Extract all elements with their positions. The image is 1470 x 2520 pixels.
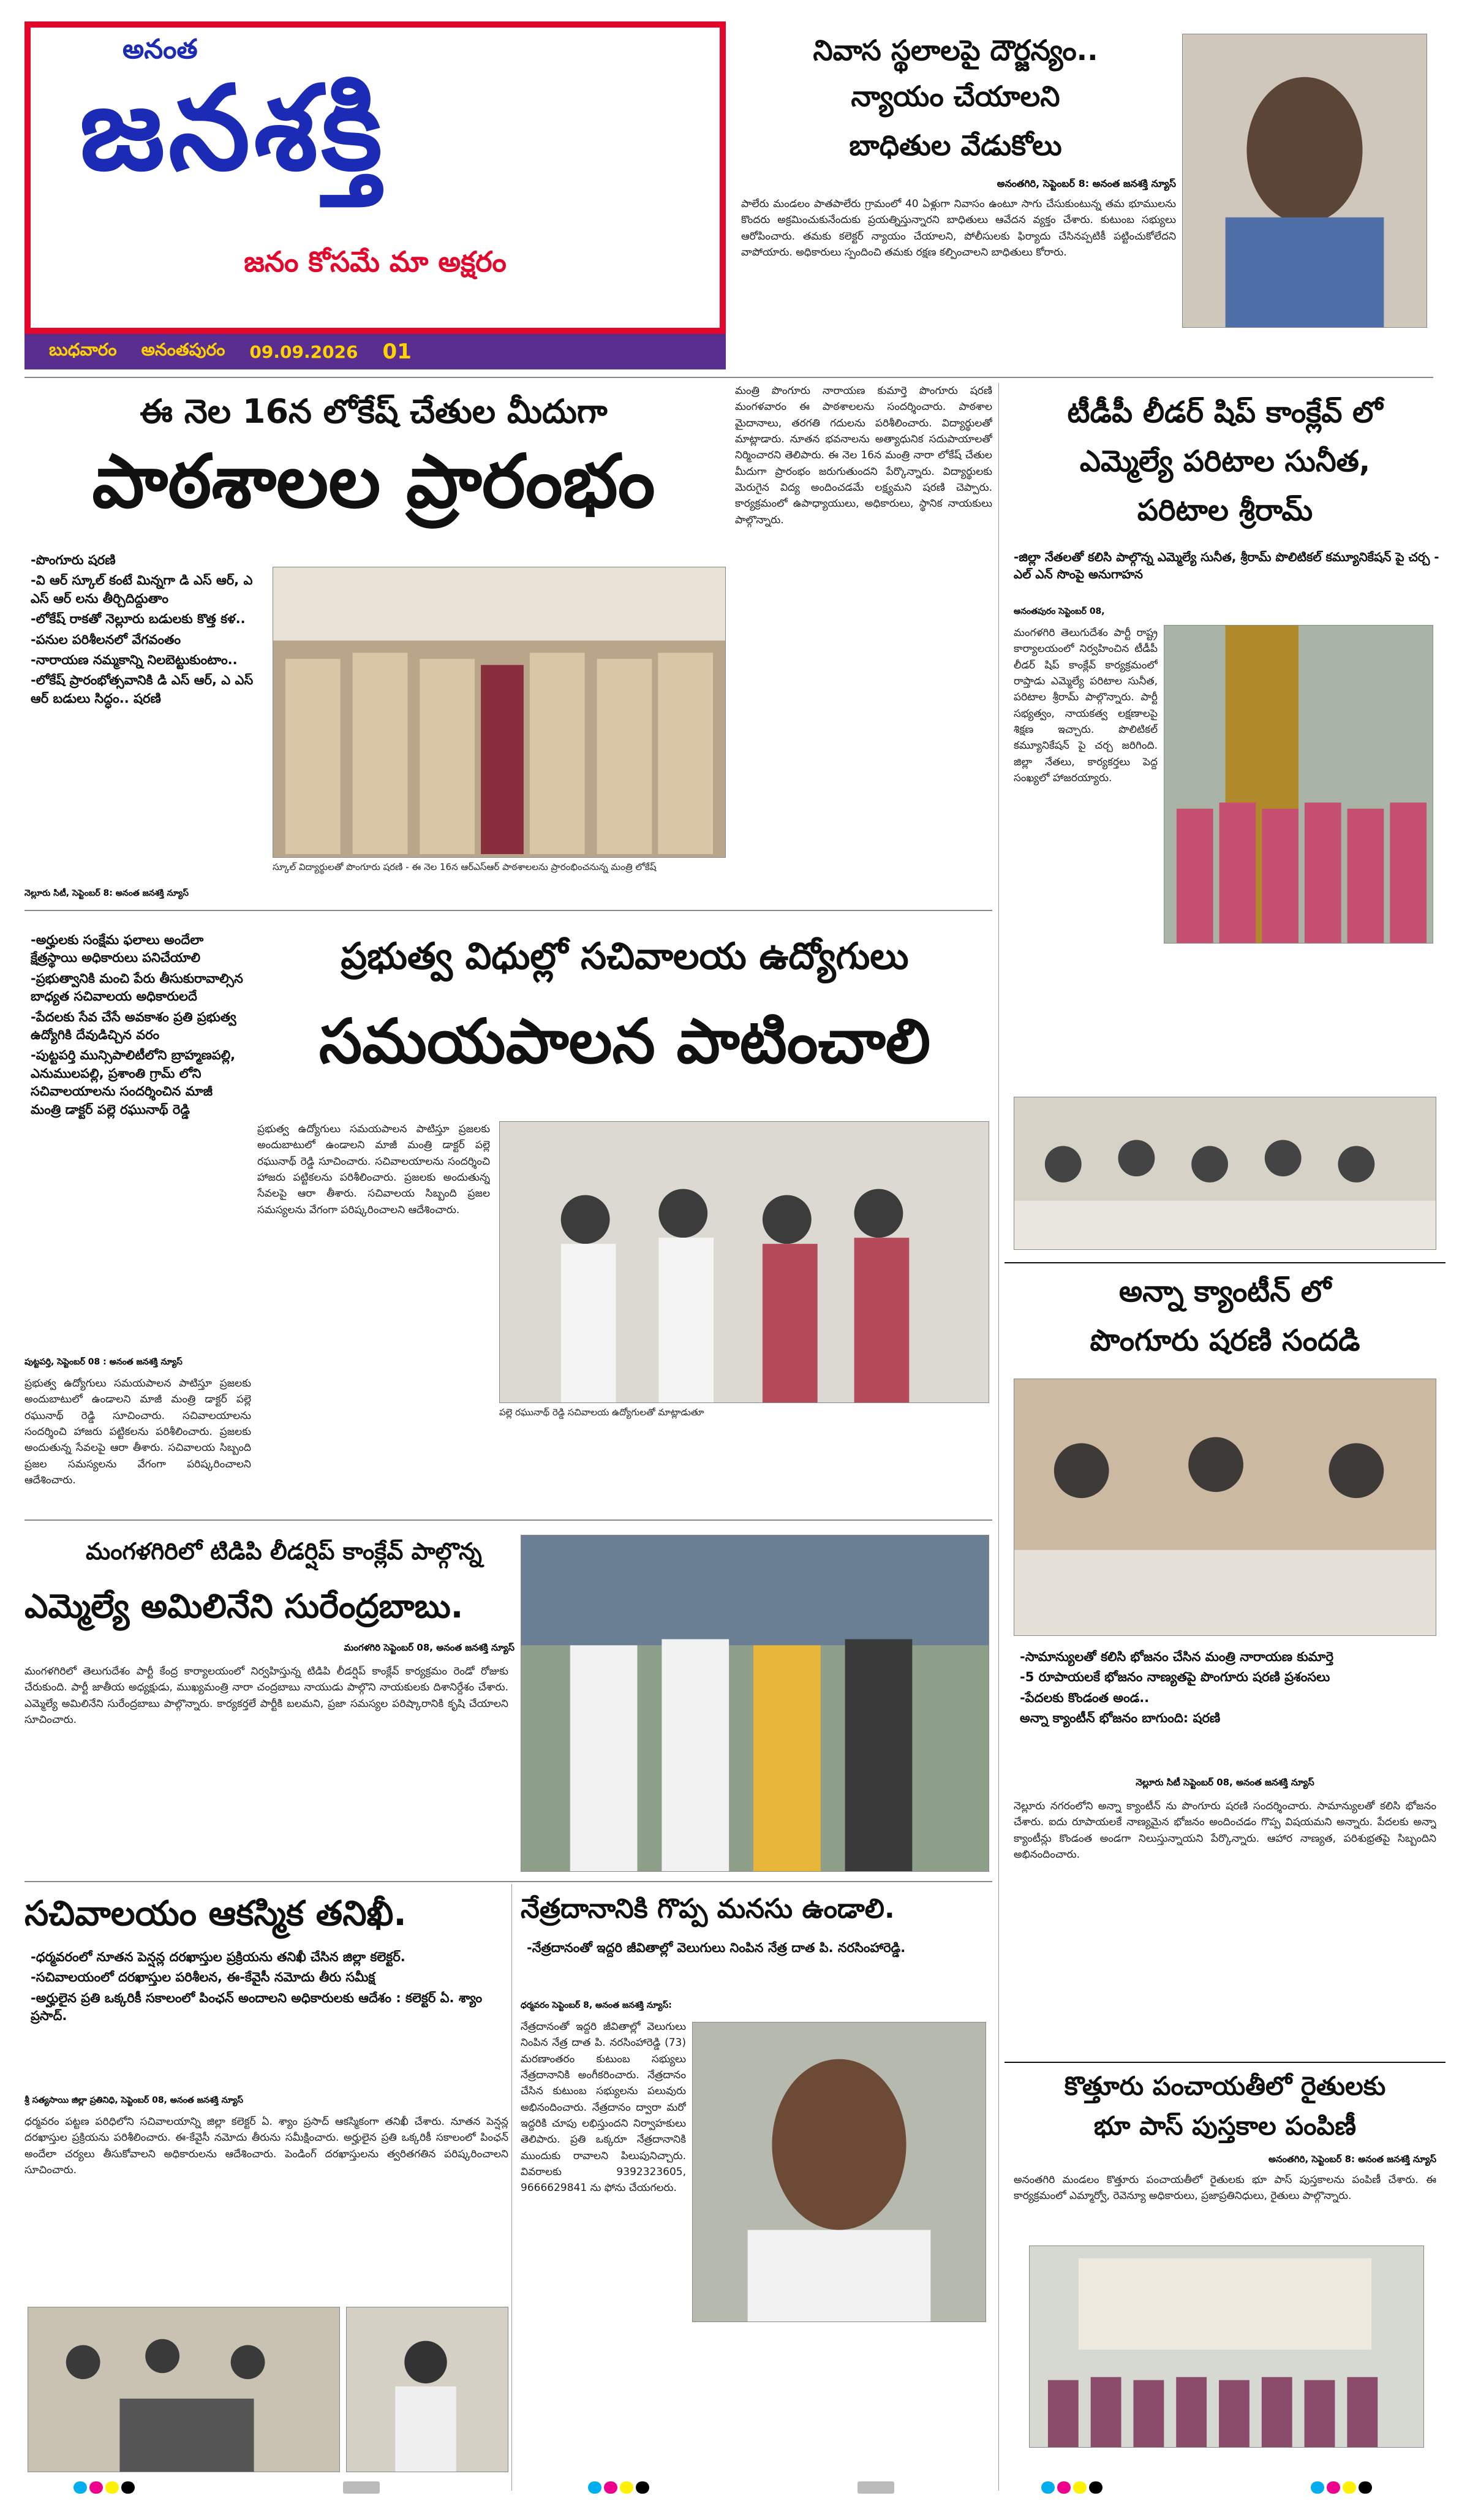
anna-canteen-photo [1014, 1379, 1436, 1636]
leadership-body: మంగళగిరిలో తెలుగుదేశం పార్టీ కేంద్ర కార్యాలయంలో నిర్వహిస్తున్న టిడిపి లీడర్షిప్ కాంక్లేవ్ కార్యక్రమం రెండో రోజుకు చేరుకుంది. పార్టీ జాతీయ అధ్యక్షుడు, ముఖ్యమంత్రి నారా చంద్రబాబు నాయుడు పాల్గొని నాయకులకు దిశానిర్దేశం చేశారు. ఎమ్మెల్యే అమిలినేని సురేంద్రబాబు పాల్గొన్నారు. కార్యకర్తలే పార్టీకి బలమని, ప్రజా సమస్యల పరిష్కారానికి కృషి చేయాలని సూచించారు. [24, 1665, 508, 1727]
top-divider [24, 377, 1433, 378]
masthead-prefix: అనంత [123, 34, 198, 65]
passbook-headline-2: భూ పాస్ పుస్తకాల పంపిణీ [1093, 2111, 1357, 2141]
top-story-headline-3: బాధితుల వేడుకోలు [849, 129, 1062, 162]
divider [24, 910, 992, 911]
paritala-headline-1: టీడీపీ లీడర్ షిప్ కాంక్లేవ్ లో [1067, 395, 1383, 429]
divider [24, 1519, 992, 1521]
anna-canteen-headline-1: అన్నా క్యాంటీన్ లో [1118, 1274, 1332, 1309]
list-item: -పనుల పరిశీలనలో వేగవంతం [31, 632, 181, 647]
top-story-body: పాలేరు మండలం పాతపాలేరు గ్రామంలో 40 ఏళ్లుగా నివాసం ఉంటూ సాగు చేసుకుంటున్న తమ భూములను కొందరు అక్రమించుకునేందుకు ప్రయత్నిస్తున్నారని బాధితులు ఆవేదన వ్యక్తం చేశారు. కుటుంబ సభ్యులు ఆరోపించారు. తమకు కలెక్టర్ న్యాయం చేయాలని, పోలీసులకు ఫిర్యాదు చేసినప్పటికీ పట్టించుకోలేదని వాపోయారు. అధికారులు స్పందించి తమకు రక్షణ కల్పించాలని బాధితులు కోరారు. [741, 198, 1176, 259]
list-item: -ధర్మవరంలో నూతన పెన్షన్ల దరఖాస్తుల ప్రక్రియను తనిఖీ చేసిన జిల్లా కలెక్టర్. [31, 1950, 405, 1964]
color-registration-center [588, 2481, 649, 2494]
color-registration-right-2 [1311, 2481, 1372, 2494]
lokesh-headline: పాఠశాలల ప్రారంభం [92, 439, 655, 524]
list-item: -పుట్టపర్తి మున్సిపాలిటీలోని బ్రాహ్మణపల్లి, ఎనుములపల్లి, ప్రశాంతి గ్రామ్ లోని సచివాలయాలను సందర్శించిన మాజీ మంత్రి డాక్టర్ పల్లె రఘునాథ్ రెడ్డి [31, 1048, 236, 1117]
paritala-subhead: -జిల్లా నేతలతో కలిసి పాల్గొన్న ఎమ్మెల్యే సునీత, శ్రీరామ్ పొలిటికల్ కమ్యూనికేషన్ పై చర్చ - ఎల్ ఎన్ సొంపై అనుగాహన [1014, 550, 1439, 581]
sachivalayam-headline-1: ప్రభుత్వ విధుల్లో సచివాలయ ఉద్యోగులు [341, 935, 909, 978]
anna-canteen-body: నెల్లూరు నగరంలోని అన్నా క్యాంటీన్ ను పొంగూరు షరణి సందర్శించారు. సామాన్యులతో కలిసి భోజనం చేశారు. ఐదు రూపాయలకే నాణ్యమైన భోజనం అందించడం గొప్ప విషయమని అన్నారు. పేదలకు అన్నా క్యాంటీన్లు కొండంత అండగా నిలుస్తున్నాయని పేర్కొన్నారు. ఆహార నాణ్యత, పరిశుభ్రతపై సిబ్బందిని అభినందించారు. [1014, 1800, 1436, 1861]
color-registration-left [74, 2481, 135, 2494]
sachivalayam-body-2: ప్రభుత్వ ఉద్యోగులు సమయపాలన పాటిస్తూ ప్రజలకు అందుబాటులో ఉండాలని మాజీ మంత్రి డాక్టర్ పల్లె రఘునాథ్ రెడ్డి సూచించారు. సచివాలయాలను సందర్శించి హాజరు పట్టికలను పరిశీలించారు. ప్రజలకు అందుతున్న సేవలపై ఆరా తీశారు. సచివాలయ సిబ్బంది ప్రజల సమస్యలను వేగంగా పరిష్కరించాలని ఆదేశించారు. [257, 1123, 490, 1216]
passbook-photo [1029, 2246, 1424, 2448]
eye-donation-dateline: ధర్మవరం సెప్టెంబర్ 8, అనంత జనశక్తి న్యూస్: [521, 2000, 672, 2010]
inspection-dateline: శ్రీ సత్యసాయి జిల్లా ప్రతినిధి, సెప్టెంబర్ 08, అనంత జనశక్తి న్యూస్ [24, 2095, 244, 2105]
list-item: -అర్హులైన ప్రతి ఒక్కరికీ సకాలంలో పింఛన్ అందాలని అధికారులకు ఆదేశం : కలెక్టర్ ఏ. శ్యాం ప్రసాద్. [31, 1990, 483, 2024]
leadership-dateline: మంగళగిరి సెప్టెంబర్ 08, అనంత జనశక్తి న్యూస్ [344, 1642, 514, 1653]
date-bar-date: 09.09.2026 [249, 341, 358, 362]
color-registration-right-1 [1041, 2481, 1102, 2494]
lokesh-kicker: ఈ నెల 16న లోకేష్ చేతుల మీదుగా [140, 392, 608, 431]
sachivalayam-bullets [24, 931, 245, 1121]
top-story-headline-2: న్యాయం చేయాలని [851, 80, 1060, 113]
anna-canteen-dateline: నెల్లూరు సిటీ సెప్టెంబర్ 08, అనంత జనశక్తి న్యూస్ [1136, 1777, 1314, 1788]
list-item: -వి ఆర్ స్కూల్ కంటే మిన్నగా డి ఎస్ ఆర్, ఎ ఎస్ ఆర్ లను తీర్చిదిద్దుతాం [31, 573, 253, 606]
lokesh-photo-caption: స్కూల్ విద్యార్థులతో పొంగూరు షరణి - ఈ నెల 16న ఆర్ఎస్ఆర్ పాఠశాలలను ప్రారంభించనున్న మంత్రి లోకేష్ [273, 861, 657, 872]
paritala-photo-2 [1014, 1097, 1436, 1250]
list-item: -సచివాలయంలో దరఖాస్తుల పరిశీలన, ఈ-కేవైసీ నమోదు తీరు సమీక్ష [31, 1970, 375, 1985]
sachivalayam-photo-caption: పల్లె రఘునాథ్ రెడ్డి సచివాలయ ఉద్యోగులతో మాట్లాడుతూ [499, 1407, 704, 1418]
list-item: -పొంగూరు షరణి [31, 553, 116, 567]
lokesh-bullets [24, 551, 263, 710]
eye-donation-bullets [521, 1939, 992, 1959]
divider [1005, 1262, 1446, 1263]
divider [24, 1881, 992, 1882]
masthead-title: జనశక్తి [80, 61, 386, 196]
list-item: -ప్రభుత్వానికి మంచి పేరు తీసుకురావాల్సిన బాధ్యత సచివాలయ అధికారులదే [31, 971, 243, 1004]
leadership-headline-1: మంగళగిరిలో టిడిపి లీడర్షిప్ కాంక్లేవ్ పాల్గొన్న [86, 1538, 482, 1565]
inspection-photo-2 [346, 2307, 508, 2472]
list-item: -నేత్రదానంతో ఇద్దరి జీవితాల్లో వెలుగులు నింపిన నేత్ర దాత పి. నరసింహారెడ్డి. [527, 1940, 906, 1955]
column-divider [511, 1884, 512, 2491]
page-number: 01 [382, 339, 412, 364]
top-story-photo [1182, 34, 1427, 328]
inspection-photo [28, 2307, 340, 2472]
paritala-dateline: అనంతపురం సెప్టెంబర్ 08, [1014, 607, 1105, 616]
date-bar-city: అనంతపురం [141, 339, 225, 360]
list-item: -పేదలకు సేవ చేసే అవకాశం ప్రతి ప్రభుత్వ ఉద్యోగికి దేవుడిచ్చిన వరం [31, 1009, 236, 1042]
date-bar [24, 334, 726, 369]
list-item: -లోకేష్ ప్రారంభోత్సవానికి డి ఎస్ ఆర్, ఎ ఎస్ ఆర్ బడులు సిద్ధం.. షరణి [31, 673, 254, 706]
sachivalayam-body: ప్రభుత్వ ఉద్యోగులు సమయపాలన పాటిస్తూ ప్రజలకు అందుబాటులో ఉండాలని మాజీ మంత్రి డాక్టర్ పల్లె రఘునాథ్ రెడ్డి సూచించారు. సచివాలయాలను సందర్శించి హాజరు పట్టికలను పరిశీలించారు. ప్రజలకు అందుతున్న సేవలపై ఆరా తీశారు. సచివాలయ సిబ్బంది ప్రజల సమస్యలను వేగంగా పరిష్కరించాలని ఆదేశించారు. [24, 1377, 251, 1487]
leadership-photo [521, 1535, 989, 1872]
paritala-photo [1164, 625, 1433, 944]
list-item: -నారాయణ నమ్మకాన్ని నిలబెట్టుకుంటాం.. [31, 652, 238, 667]
masthead [24, 21, 726, 334]
masthead-tagline: జనం కోసమే మా అక్షరం [244, 245, 507, 278]
list-item: -పేదలకు కొండంత అండ.. [1020, 1690, 1150, 1705]
lokesh-dateline: నెల్లూరు సిటీ, సెప్టెంబర్ 8: అనంత జనశక్తి న్యూస్ [24, 888, 189, 898]
passbook-headline-1: కొత్తూరు పంచాయతీలో రైతులకు [1064, 2071, 1386, 2101]
column-divider [998, 383, 999, 2491]
list-item: -అర్హులకు సంక్షేమ ఫలాలు అందేలా క్షేత్రస్థాయి అధికారులు పనిచేయాలి [31, 933, 204, 966]
list-item: అన్నా క్యాంటీన్ భోజనం బాగుంది: షరణి [1020, 1711, 1221, 1726]
paritala-headline-2: ఎమ్మెల్యే పరిటాల సునీత, [1079, 444, 1371, 479]
date-bar-day: బుధవారం [49, 339, 117, 360]
inspection-headline: సచివాలయం ఆకస్మిక తనిఖీ. [24, 1894, 407, 1934]
inspection-body: ధర్మవరం పట్టణ పరిధిలోని సచివాలయాన్ని జిల్లా కలెక్టర్ ఏ. శ్యాం ప్రసాద్ ఆకస్మికంగా తనిఖీ చేశారు. నూతన పెన్షన్ల దరఖాస్తుల ప్రక్రియను పరిశీలించారు. ఈ-కేవైసీ నమోదు తీరును సమీక్షించారు. అర్హులైన ప్రతి ఒక్కరికీ సకాలంలో పింఛన్ అందేలా చర్యలు తీసుకోవాలని అధికారులను ఆదేశించారు. పెండింగ్ దరఖాస్తులను త్వరితగతిన పరిష్కరించాలని సూచించారు. [24, 2116, 508, 2177]
lokesh-photo [273, 567, 726, 858]
divider [1005, 2062, 1446, 2063]
eye-donation-headline: నేత్రదానానికి గొప్ప మనసు ఉండాలి. [521, 1893, 895, 1924]
passbook-body: అనంతగిరి మండలం కొత్తూరు పంచాయతీలో రైతులకు భూ పాస్ పుస్తకాలను పంపిణీ చేశారు. ఈ కార్యక్రమంలో ఎమ్మార్వో, రెవెన్యూ అధికారులు, ప్రజాప్రతినిధులు, రైతులు పాల్గొన్నారు. [1014, 2174, 1436, 2203]
registration-bar [343, 2481, 380, 2494]
top-story-headline-1: నివాస స్థలాలపై దౌర్జన్యం.. [813, 34, 1098, 67]
sachivalayam-photo [499, 1121, 989, 1403]
inspection-bullets [24, 1948, 508, 2028]
paritala-body: మంగళగిరి తెలుగుదేశం పార్టీ రాష్ట్ర కార్యాలయంలో నిర్వహించిన టీడీపీ లీడర్ షిప్ కాంక్లేవ్ కార్యక్రమంలో రాప్తాడు ఎమ్మెల్యే పరిటాల సునీత, పరిటాల శ్రీరామ్ పాల్గొన్నారు. పార్టీ సభ్యత్వం, నాయకత్వ లక్షణాలపై శిక్షణ ఇచ్చారు. పొలిటికల్ కమ్యూనికేషన్ పై చర్చ జరిగింది. జిల్లా నేతలు, కార్యకర్తలు పెద్ద సంఖ్యలో హాజరయ్యారు. [1014, 627, 1158, 785]
eye-donation-body: నేత్రదానంతో ఇద్దరి జీవితాల్లో వెలుగులు నింపిన నేత్ర దాత పి. నరసింహారెడ్డి (73) మరణాంతరం కుటుంబ సభ్యులు నేత్రదానానికి అంగీకరించారు. నేత్రదానం చేసిన కుటుంబ సభ్యులను పలువురు అభినందించారు. నేత్రదానం ద్వారా మరో ఇద్దరికి చూపు లభిస్తుందని నిర్వాహకులు తెలిపారు. ప్రతి ఒక్కరూ నేత్రదానానికి ముందుకు రావాలని పిలుపునిచ్చారు. వివరాలకు 9392323605, 9666629841 ను ఫోను చేయగలరు. [521, 2021, 686, 2195]
sachivalayam-dateline: పుట్టపర్తి, సెప్టెంబర్ 08 : అనంత జనశక్తి న్యూస్ [24, 1357, 183, 1367]
list-item: -లోకేష్ రాకతో నెల్లూరు బడులకు కొత్త కళ.. [31, 611, 246, 627]
anna-canteen-headline-2: పొంగూరు షరణి సందడి [1090, 1323, 1360, 1358]
top-story-dateline: అనంతగిరి, సెప్టెంబర్ 8: అనంత జనశక్తి న్యూస్ [997, 178, 1176, 189]
anna-canteen-bullets [1014, 1648, 1436, 1730]
paritala-headline-3: పరిటాల శ్రీరామ్ [1137, 493, 1313, 528]
sachivalayam-headline-2: సమయపాలన పాటించాలి [318, 1005, 931, 1077]
registration-bar [858, 2481, 894, 2494]
passbook-dateline: అనంతగిరి, సెప్టెంబర్ 8: అనంత జనశక్తి న్యూస్ [1268, 2154, 1436, 2165]
lokesh-body: మంత్రి పొంగూరు నారాయణ కుమార్తె పొంగూరు షరణి మంగళవారం ఈ పాఠశాలలను సందర్శించారు. పాఠశాల మైదానాలు, తరగతి గదులను పరిశీలించారు. విద్యార్థులతో మాట్లాడారు. నూతన భవనాలను అత్యాధునిక సదుపాయాలతో నిర్మించారని తెలిపారు. ఈ నెల 16న మంత్రి నారా లోకేష్ చేతుల మీదుగా ప్రారంభం జరుగుతుందని పేర్కొన్నారు. విద్యార్థులకు మెరుగైన విద్య అందించడమే లక్ష్యమని షరణి చెప్పారు. కార్యక్రమంలో ఉపాధ్యాయులు, అధికారులు, స్థానిక నాయకులు పాల్గొన్నారు. [735, 385, 992, 526]
list-item: -సామాన్యులతో కలిసి భోజనం చేసిన మంత్రి నారాయణ కుమార్తె [1020, 1649, 1334, 1664]
list-item: -5 రూపాయలకే భోజనం నాణ్యతపై పొంగూరు షరణి ప్రశంసలు [1020, 1670, 1330, 1685]
leadership-headline-2: ఎమ్మెల్యే అమిలినేని సురేంద్రబాబు. [24, 1587, 464, 1625]
eye-donation-photo [692, 2022, 986, 2322]
